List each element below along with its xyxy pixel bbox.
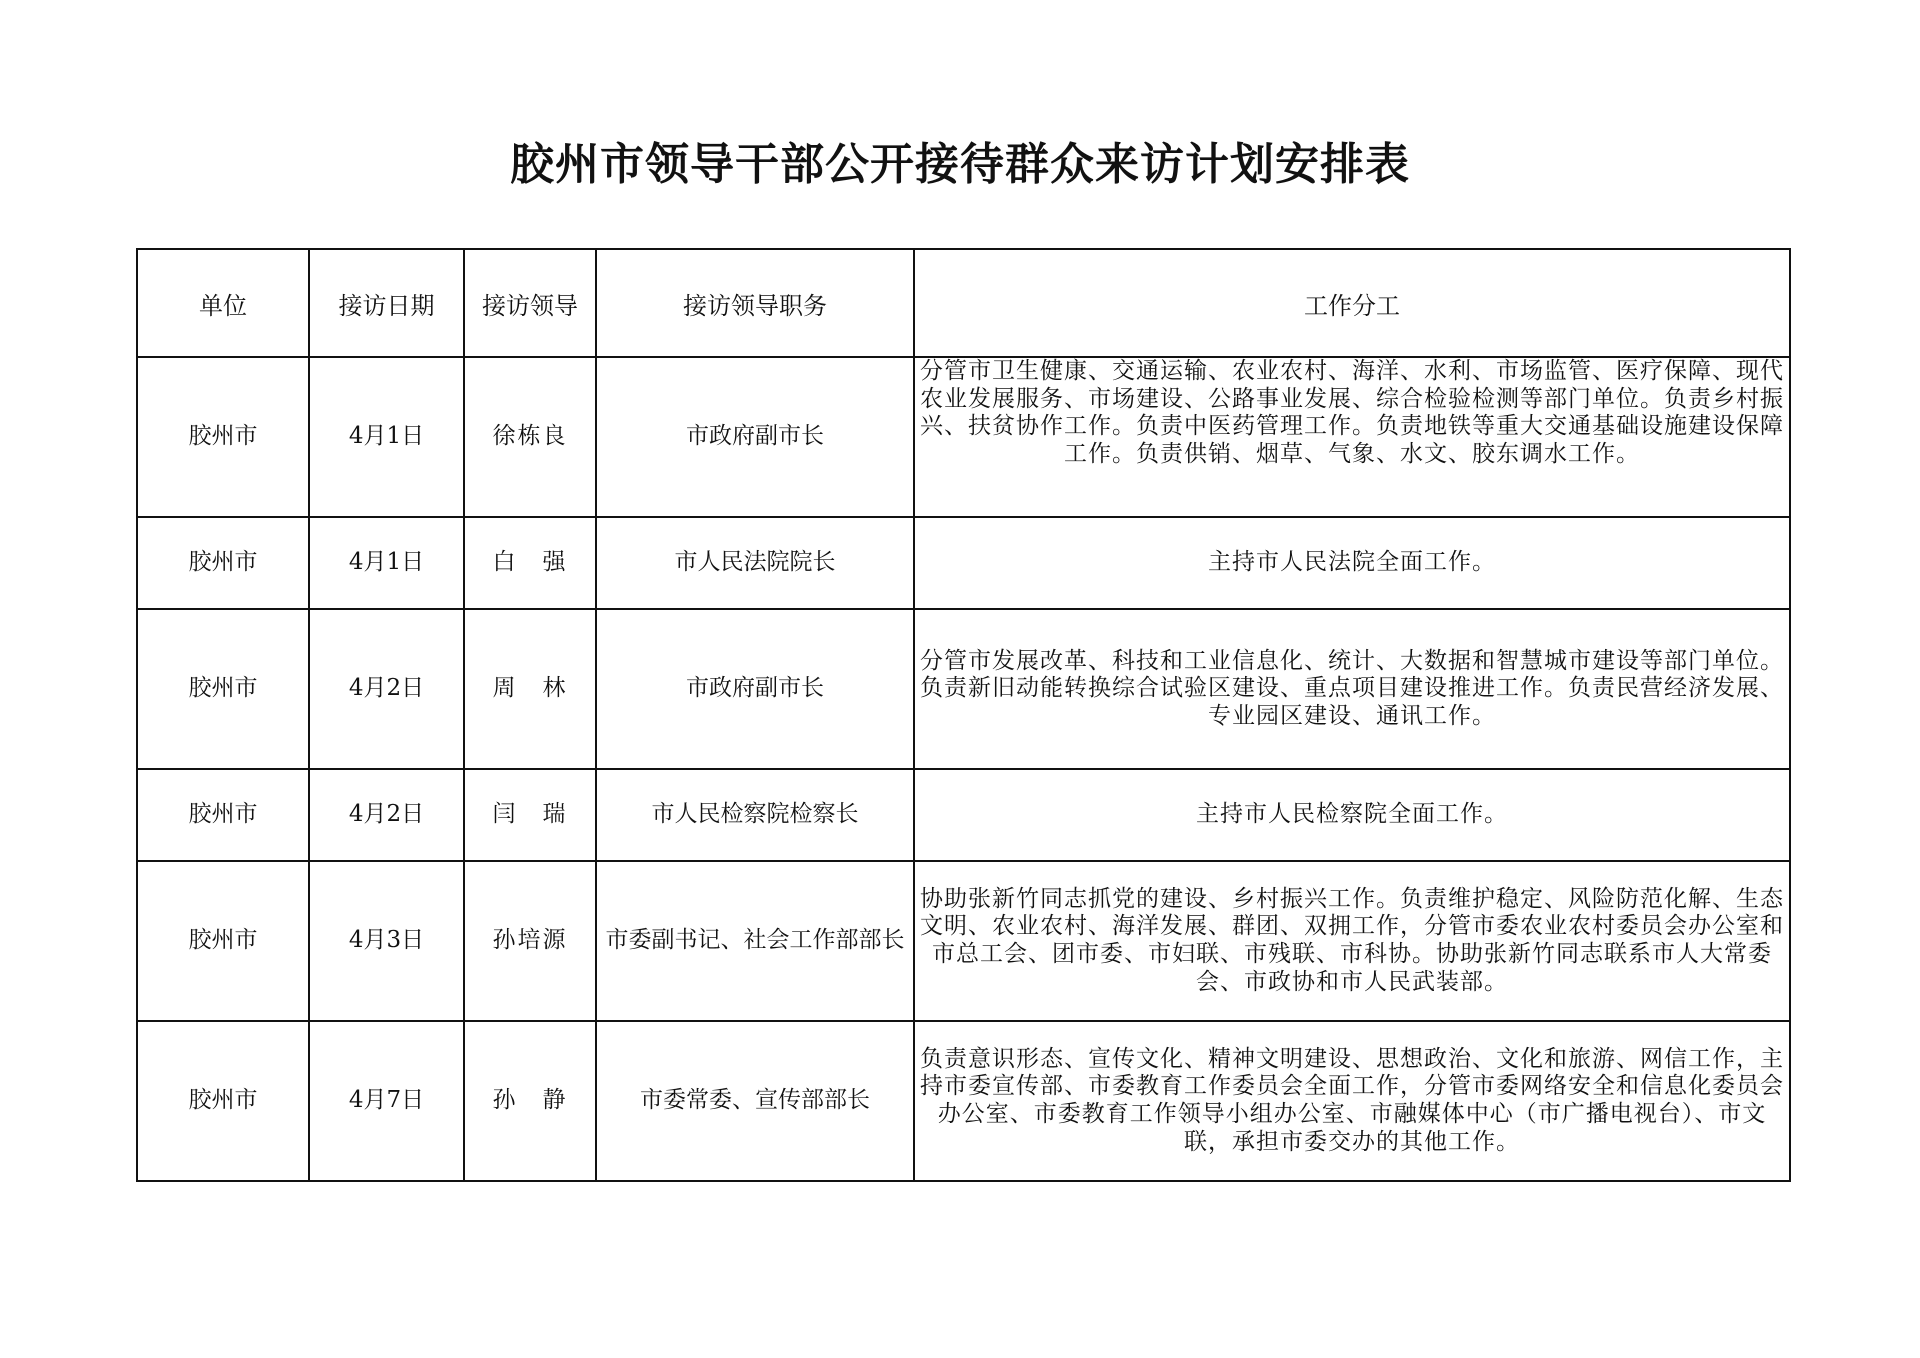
header-unit: 单位 — [137, 249, 309, 357]
cell-unit: 胶州市 — [137, 609, 309, 769]
cell-duties: 主持市人民检察院全面工作。 — [914, 769, 1790, 861]
table-row — [137, 861, 1790, 1021]
cell-leader: 白 强 — [464, 517, 596, 609]
cell-position: 市委副书记、社会工作部部长 — [596, 861, 914, 1021]
cell-duties: 主持市人民法院全面工作。 — [914, 517, 1790, 609]
cell-position: 市人民检察院检察长 — [596, 769, 914, 861]
cell-position: 市政府副市长 — [596, 609, 914, 769]
cell-position: 市委常委、宣传部部长 — [596, 1021, 914, 1181]
cell-date: 4月1日 — [309, 517, 464, 609]
cell-date: 4月3日 — [309, 861, 464, 1021]
cell-duties: 负责意识形态、宣传文化、精神文明建设、思想政治、文化和旅游、网信工作，主持市委宣传部、市委教育工作委员会全面工作，分管市委网络安全和信息化委员会办公室、市委教育工作领导小组办公室、市融媒体中心（市广播电视台）、市文联，承担市委交办的其他工作。 — [914, 1021, 1790, 1181]
header-leader: 接访领导 — [464, 249, 596, 357]
cell-unit: 胶州市 — [137, 861, 309, 1021]
table-row — [137, 609, 1790, 769]
table-row — [137, 1021, 1790, 1181]
header-duties: 工作分工 — [914, 249, 1790, 357]
cell-unit: 胶州市 — [137, 1021, 309, 1181]
cell-leader: 周 林 — [464, 609, 596, 769]
cell-date: 4月2日 — [309, 769, 464, 861]
page-title: 胶州市领导干部公开接待群众来访计划安排表 — [510, 139, 1410, 190]
schedule-table — [136, 248, 1791, 1182]
table-row — [137, 517, 1790, 609]
cell-duties: 协助张新竹同志抓党的建设、乡村振兴工作。负责维护稳定、风险防范化解、生态文明、农业农村、海洋发展、群团、双拥工作，分管市委农业农村委员会办公室和市总工会、团市委、市妇联、市残联、市科协。协助张新竹同志联系市人大常委会、市政协和市人民武装部。 — [914, 861, 1790, 1021]
cell-leader: 孙培源 — [464, 861, 596, 1021]
cell-unit: 胶州市 — [137, 517, 309, 609]
cell-unit: 胶州市 — [137, 357, 309, 517]
cell-date: 4月2日 — [309, 609, 464, 769]
cell-leader: 闫 瑞 — [464, 769, 596, 861]
table-row — [137, 357, 1790, 517]
header-position: 接访领导职务 — [596, 249, 914, 357]
cell-position: 市人民法院院长 — [596, 517, 914, 609]
table-header-row — [137, 249, 1790, 357]
table-row — [137, 769, 1790, 861]
cell-duties: 分管市发展改革、科技和工业信息化、统计、大数据和智慧城市建设等部门单位。负责新旧动能转换综合试验区建设、重点项目建设推进工作。负责民营经济发展、专业园区建设、通讯工作。 — [914, 609, 1790, 769]
cell-unit: 胶州市 — [137, 769, 309, 861]
header-date: 接访日期 — [309, 249, 464, 357]
cell-date: 4月7日 — [309, 1021, 464, 1181]
cell-leader: 孙 静 — [464, 1021, 596, 1181]
cell-leader: 徐栋良 — [464, 357, 596, 517]
cell-duties: 分管市卫生健康、交通运输、农业农村、海洋、水利、市场监管、医疗保障、现代农业发展服务、市场建设、公路事业发展、综合检验检测等部门单位。负责乡村振兴、扶贫协作工作。负责中医药管理工作。负责地铁等重大交通基础设施建设保障工作。负责供销、烟草、气象、水文、胶东调水工作。 — [914, 357, 1790, 517]
cell-date: 4月1日 — [309, 357, 464, 517]
cell-position: 市政府副市长 — [596, 357, 914, 517]
